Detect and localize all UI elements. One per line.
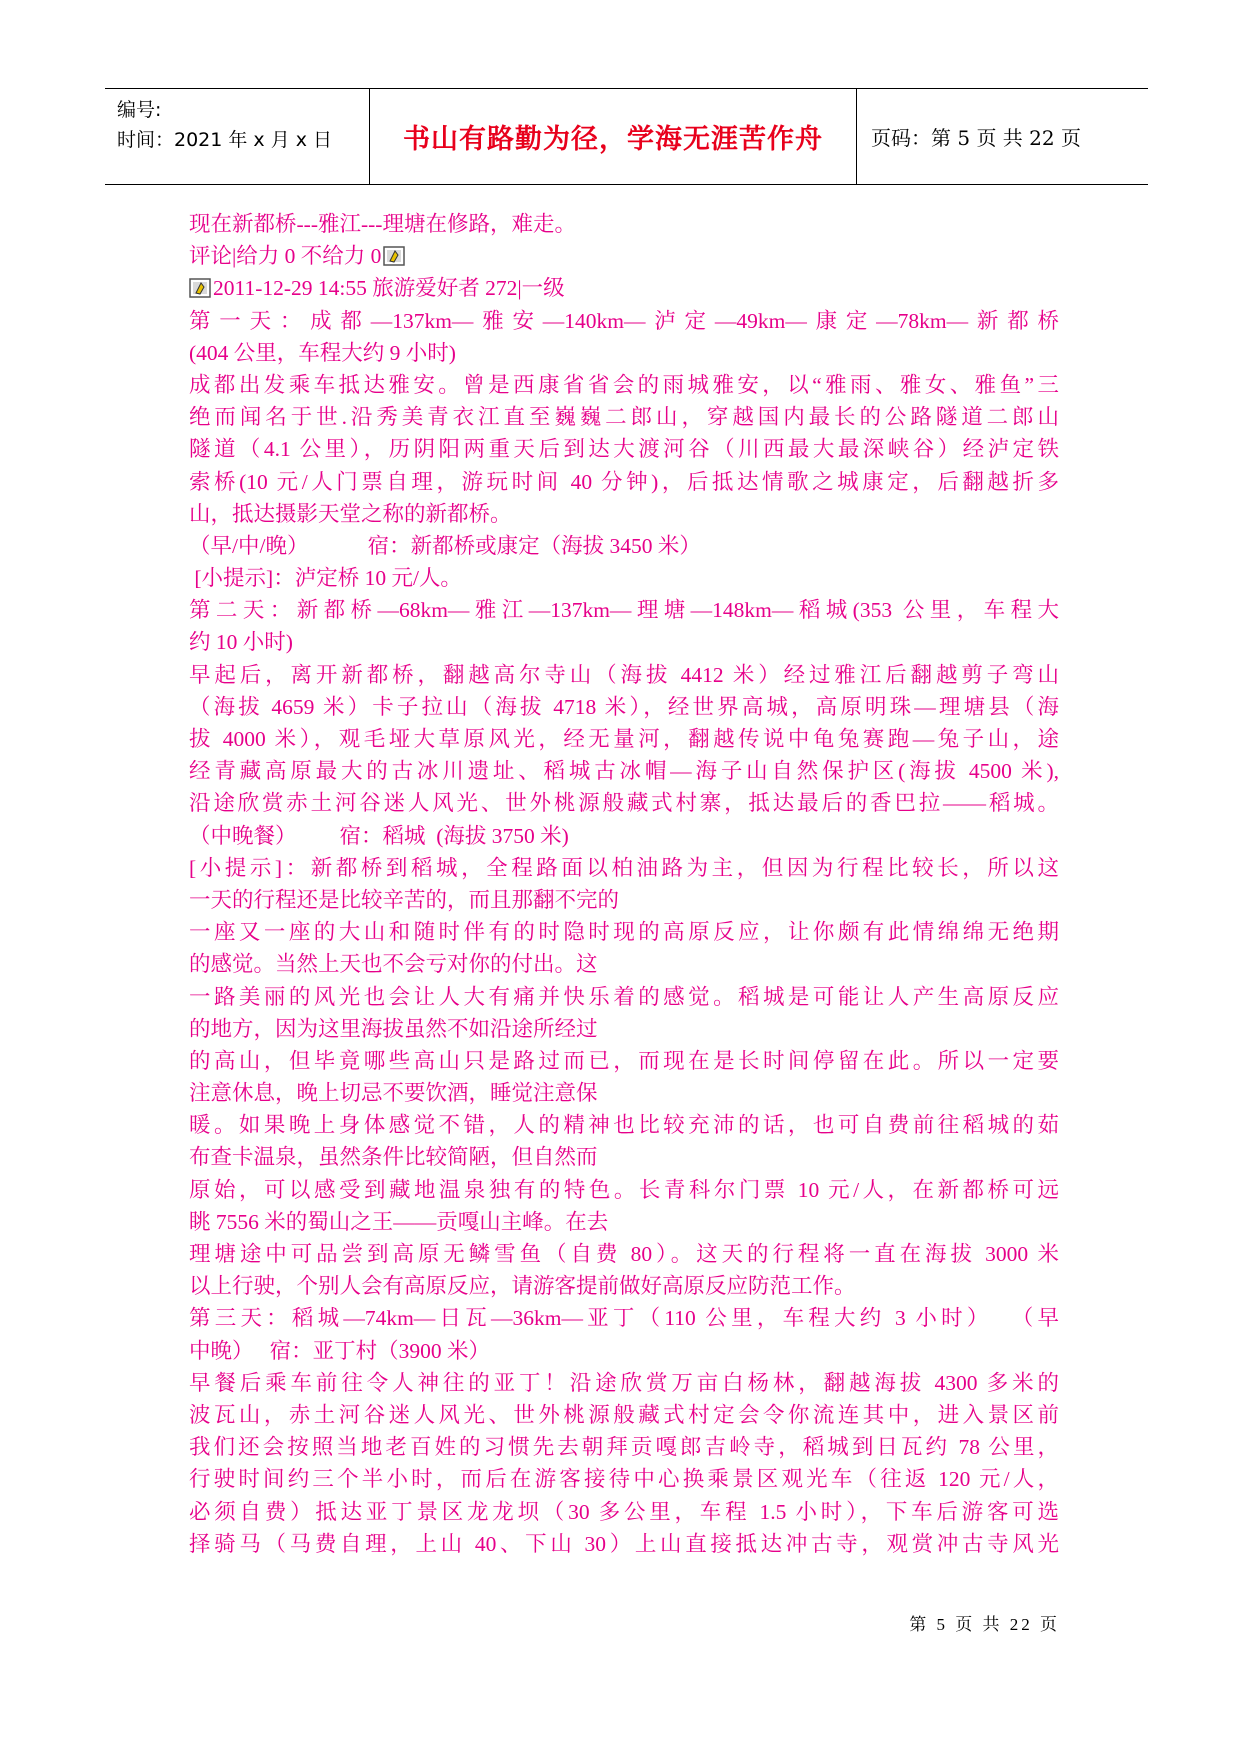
text-line: 第二天：新都桥—68km—雅江—137km—理塘—148km—稻城(353 公里，车程大 <box>189 598 1059 623</box>
page-footer: 第 5 页 共 22 页 <box>909 1615 1060 1634</box>
page-header <box>105 88 1148 185</box>
text-line: 索桥(10 元/人门票自理，游玩时间 40 分钟)，后抵达情歌之城康定，后翻越折多 <box>189 469 1059 494</box>
body-text <box>189 208 1059 1560</box>
text-line: 波瓦山，赤土河谷迷人风光、世外桃源般藏式村定会令你流连其中，进入景区前 <box>189 1402 1059 1427</box>
text-line: 的感觉。当然上天也不会亏对你的付出。这 <box>189 952 598 977</box>
text-line: 拔 4000 米），观毛垭大草原风光，经无量河，翻越传说中龟兔赛跑—兔子山，途 <box>189 727 1059 751</box>
time-label: 时间：2021 年 x 月 x 日 <box>117 129 333 151</box>
rating-icon <box>189 278 211 298</box>
text-line: 行驶时间约三个半小时，而后在游客接待中心换乘景区观光车（往返 120 元/人， <box>189 1467 1059 1492</box>
text-line: [小提示]：泸定桥 10 元/人。 <box>189 566 462 591</box>
text-line: 原始，可以感受到藏地温泉独有的特色。长青科尔门票 10 元/人，在新都桥可远 <box>189 1177 1059 1202</box>
text-line: 必须自费）抵达亚丁景区龙龙坝（30 多公里，车程 1.5 小时），下车后游客可选 <box>189 1499 1059 1524</box>
text-line: 布查卡温泉，虽然条件比较简陋，但自然而 <box>189 1145 598 1170</box>
text-line: 理塘途中可品尝到高原无鳞雪鱼（自费 80）。这天的行程将一直在海拔 3000 米 <box>189 1242 1059 1266</box>
text-line: 一路美丽的风光也会让人大有痛并快乐着的感觉。稻城是可能让人产生高原反应 <box>189 984 1059 1009</box>
text-line: 隧道（4.1 公里），历阴阳两重天后到达大渡河谷（川西最大最深峡谷）经泸定铁 <box>189 437 1059 462</box>
text-line: 一座又一座的大山和随时伴有的时隐时现的高原反应，让你颇有此情绵绵无绝期 <box>189 920 1059 945</box>
text-line: 的地方，因为这里海拔虽然不如沿途所经过 <box>189 1016 598 1041</box>
text-line: 早起后，离开新都桥，翻越高尔寺山（海拔 4412 米）经过雅江后翻越剪子弯山 <box>189 662 1059 687</box>
text-line: 第三天：稻城—74km—日瓦—36km—亚丁（110 公里，车程大约 3 小时） （早 <box>189 1306 1059 1331</box>
text-line: 的高山，但毕竟哪些高山只是路过而已，而现在是长时间停留在此。所以一定要 <box>189 1048 1059 1073</box>
header-page-info: 页码：第 5 页 共 22 页 <box>871 126 1081 150</box>
text-line: 绝而闻名于世.沿秀美青衣江直至巍巍二郎山，穿越国内最长的公路隧道二郎山 <box>189 405 1059 430</box>
text-line: 我们还会按照当地老百姓的习惯先去朝拜贡嘎郎吉岭寺，稻城到日瓦约 78 公里， <box>189 1435 1059 1460</box>
text-line: 一天的行程还是比较辛苦的，而且那翻不完的 <box>189 887 620 912</box>
comment-text: 评论|给力 0 不给力 0 <box>189 244 382 269</box>
number-label: 编号: <box>117 99 162 121</box>
text-line: 约 10 小时) <box>189 630 293 655</box>
text-line: 以上行驶，个别人会有高原反应，请游客提前做好高原反应防范工作。 <box>189 1274 856 1299</box>
text-line: 沿途欣赏赤土河谷迷人风光、世外桃源般藏式村寨，抵达最后的香巴拉——稻城。 <box>189 791 1059 816</box>
text-line: 择骑马（马费自理，上山 40、下山 30）上山直接抵达冲古寺，观赏冲古寺风光 <box>189 1531 1059 1556</box>
text-line: 经青藏高原最大的古冰川遗址、稻城古冰帽—海子山自然保护区(海拔 4500 米), <box>189 759 1059 784</box>
text-line: 成都出发乘车抵达雅安。曾是西康省省会的雨城雅安，以“雅雨、雅女、雅鱼”三 <box>189 372 1059 397</box>
text-line: 注意休息，晚上切忌不要饮酒，睡觉注意保 <box>189 1081 598 1106</box>
header-motto: 书山有路勤为径，学海无涯苦作舟 <box>370 89 857 184</box>
text-line: 早餐后乘车前往令人神往的亚丁！沿途欣赏万亩白杨林，翻越海拔 4300 多米的 <box>189 1370 1059 1395</box>
post-meta-line <box>189 272 1059 304</box>
text-line: 现在新都桥---雅江---理塘在修路，难走。 <box>189 212 576 236</box>
text-line: 眺 7556 米的蜀山之王——贡嘎山主峰。在去 <box>189 1209 609 1234</box>
rating-icon <box>383 246 405 266</box>
text-line: 中晚） 宿：亚丁村（3900 米） <box>189 1338 491 1363</box>
text-line: （中晚餐） 宿：稻城 (海拔 3750 米) <box>189 823 569 848</box>
text-line: 山，抵达摄影天堂之称的新都桥。 <box>189 501 512 526</box>
text-line: 暖。如果晚上身体感觉不错，人的精神也比较充沛的话，也可自费前往稻城的茹 <box>189 1113 1059 1138</box>
header-meta <box>105 89 370 184</box>
text-line: (404 公里，车程大约 9 小时) <box>189 340 456 365</box>
text-line: （早/中/晚） 宿：新都桥或康定（海拔 3450 米） <box>189 533 701 558</box>
comment-line <box>189 240 1059 272</box>
post-meta-text: 2011-12-29 14:55 旅游爱好者 272|一级 <box>213 276 565 301</box>
text-line: [小提示]：新都桥到稻城，全程路面以柏油路为主，但因为行程比较长，所以这 <box>189 855 1059 880</box>
text-line: 第一天：成都—137km—雅安—140km—泸定—49km—康定—78km—新都桥 <box>189 308 1059 333</box>
text-line: （海拔 4659 米）卡子拉山（海拔 4718 米），经世界高城，高原明珠—理塘县（海 <box>189 694 1059 719</box>
